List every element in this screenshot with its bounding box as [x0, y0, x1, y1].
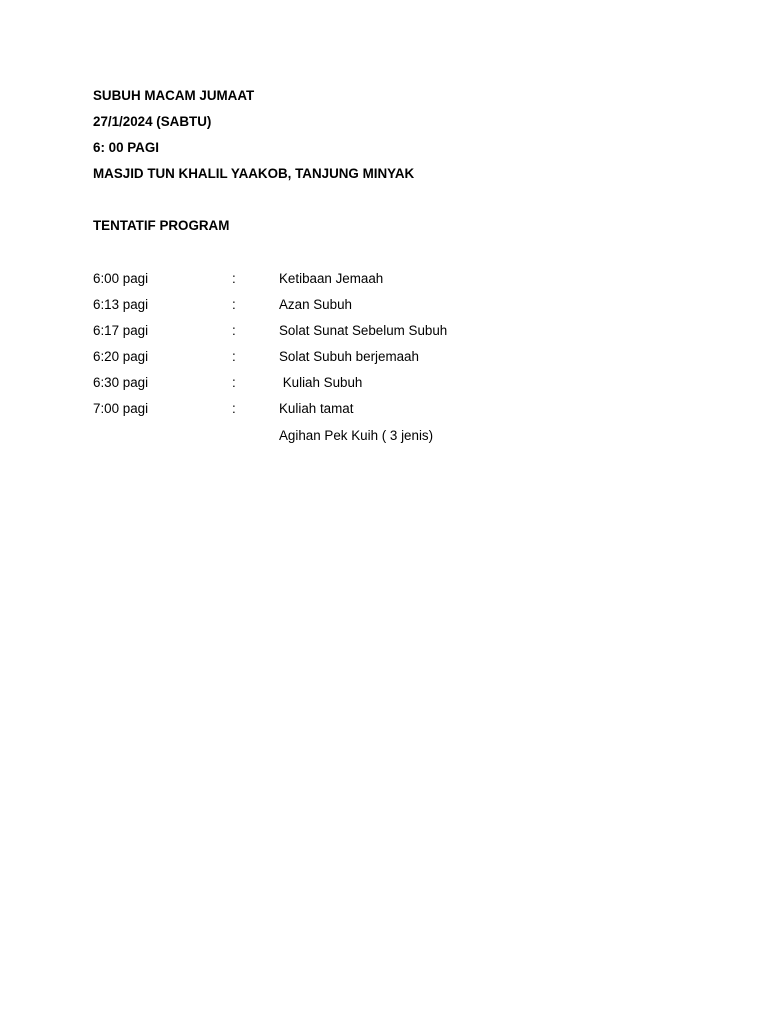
- schedule-activity: Kuliah Subuh: [279, 375, 363, 390]
- schedule-separator: :: [232, 349, 236, 364]
- event-date: 27/1/2024 (SABTU): [93, 114, 212, 129]
- schedule-activity: Solat Subuh berjemaah: [279, 349, 419, 364]
- schedule-separator: :: [232, 323, 236, 338]
- schedule-separator: :: [232, 271, 236, 286]
- schedule-activity: Ketibaan Jemaah: [279, 271, 384, 286]
- schedule-time: 6:13 pagi: [93, 297, 149, 312]
- program-heading: TENTATIF PROGRAM: [93, 218, 230, 233]
- event-title: SUBUH MACAM JUMAAT: [93, 88, 255, 103]
- event-time: 6: 00 PAGI: [93, 140, 159, 155]
- schedule-time: 6:20 pagi: [93, 349, 149, 364]
- schedule-activity: Agihan Pek Kuih ( 3 jenis): [279, 428, 434, 443]
- schedule-separator: :: [232, 401, 236, 416]
- schedule-activity: Solat Sunat Sebelum Subuh: [279, 323, 448, 338]
- schedule-activity: Kuliah tamat: [279, 401, 354, 416]
- schedule-separator: :: [232, 375, 236, 390]
- event-venue: MASJID TUN KHALIL YAAKOB, TANJUNG MINYAK: [93, 166, 415, 181]
- schedule-time: 7:00 pagi: [93, 401, 149, 416]
- schedule-time: 6:17 pagi: [93, 323, 149, 338]
- schedule-separator: :: [232, 297, 236, 312]
- schedule-time: 6:00 pagi: [93, 271, 149, 286]
- schedule-activity: Azan Subuh: [279, 297, 352, 312]
- schedule-time: 6:30 pagi: [93, 375, 149, 390]
